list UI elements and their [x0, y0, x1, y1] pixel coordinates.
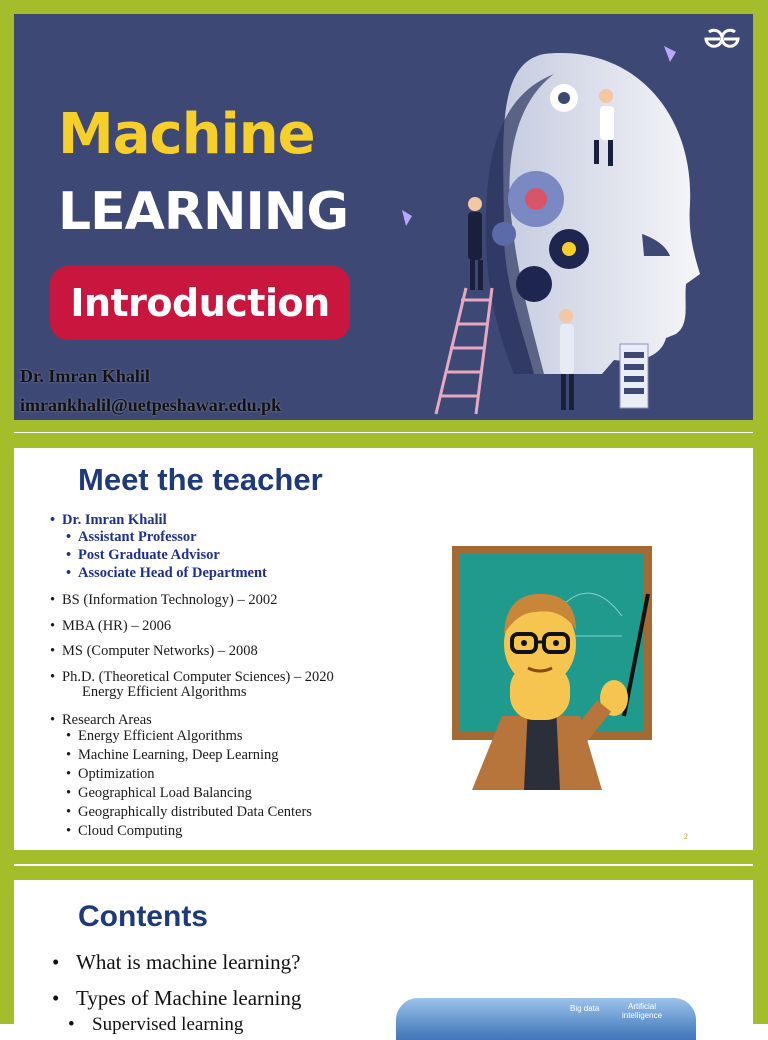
- contents-item: • What is machine learning?: [76, 950, 301, 975]
- page-number: 2: [684, 832, 688, 841]
- slide-title-meet-teacher: Meet the teacher: [78, 462, 323, 497]
- contents-item: • Types of Machine learning: [76, 986, 301, 1011]
- author-name: Dr. Imran Khalil: [20, 366, 150, 386]
- slide-contents: [14, 880, 753, 1040]
- slide-meet-the-teacher: [14, 448, 753, 850]
- geeksforgeeks-logo-icon: [703, 28, 741, 50]
- role-item: • Associate Head of Department: [78, 565, 267, 582]
- frame-band-top: [0, 0, 768, 14]
- degree-item: • BS (Information Technology) – 2002: [62, 592, 277, 609]
- research-heading: • Research Areas: [62, 712, 152, 729]
- research-item: • Optimization: [78, 766, 155, 783]
- research-item: • Machine Learning, Deep Learning: [78, 747, 279, 764]
- teacher-illustration: [452, 546, 654, 790]
- role-item: • Post Graduate Advisor: [78, 547, 220, 564]
- contents-subitem: • Supervised learning: [92, 1014, 243, 1036]
- gear-icon: [550, 84, 578, 112]
- ai-bigdata-image: [396, 998, 696, 1040]
- degree-item: • MS (Computer Networks) – 2008: [62, 643, 258, 660]
- role-item: • Assistant Professor: [78, 529, 197, 546]
- slide-title: [14, 14, 753, 420]
- ai-head-illustration: [394, 34, 714, 420]
- research-item: • Geographical Load Balancing: [78, 785, 252, 802]
- title-learning: LEARNING: [58, 182, 349, 242]
- image-label-big-data: Big data: [570, 1004, 600, 1013]
- degree-item: • Ph.D. (Theoretical Computer Sciences) – 2020: [62, 669, 334, 686]
- research-item: • Cloud Computing: [78, 823, 182, 840]
- frame-band-3: [0, 850, 768, 864]
- degree-item: • MBA (HR) – 2006: [62, 618, 171, 635]
- frame-band-4: [0, 866, 768, 880]
- frame-right: [753, 0, 768, 1024]
- frame-band-2: [0, 433, 768, 448]
- title-machine: Machine: [58, 102, 315, 167]
- frame-left: [0, 0, 14, 1024]
- research-item: • Geographically distributed Data Centers: [78, 804, 312, 821]
- author-email[interactable]: imrankhalil@uetpeshawar.edu.pk: [20, 395, 282, 415]
- teacher-name: • Dr. Imran Khalil: [62, 512, 167, 529]
- title-introduction-badge: Introduction: [50, 266, 350, 340]
- image-label-ai: Artificial intelligence: [621, 1002, 663, 1020]
- phd-topic: Energy Efficient Algorithms: [82, 684, 247, 700]
- research-item: • Energy Efficient Algorithms: [78, 728, 243, 745]
- frame-band-1: [0, 420, 768, 432]
- slide-title-contents: Contents: [78, 900, 208, 933]
- author-block: [20, 362, 281, 420]
